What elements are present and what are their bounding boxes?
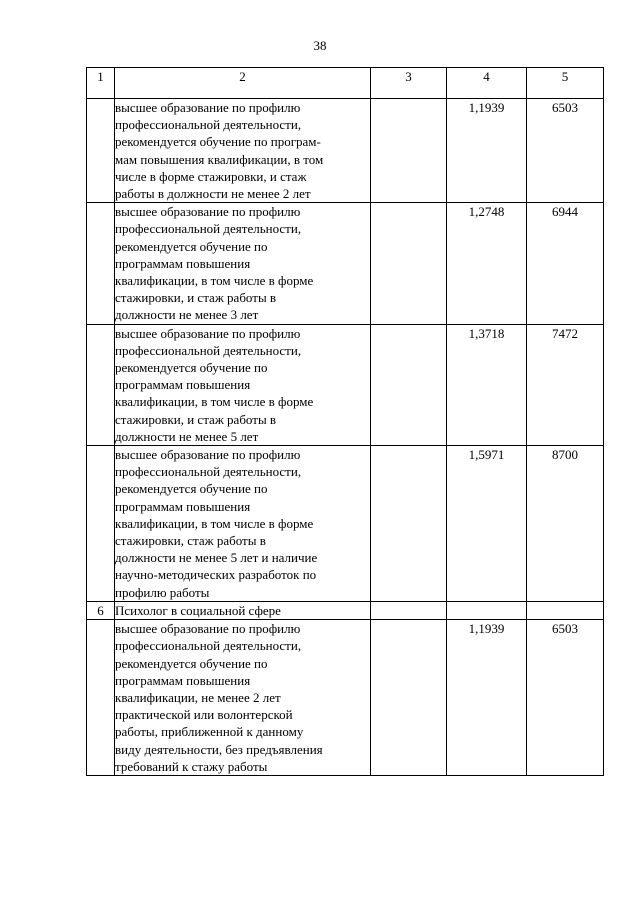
- requirement-text-line: Психолог в социальной сфере: [115, 602, 281, 618]
- header-col-3: 3: [371, 68, 447, 99]
- requirement-text-line: высшее образование по профилю: [115, 447, 301, 463]
- salary-cell: [527, 601, 604, 619]
- requirement-text-line: виду деятельности, без предъявления: [115, 741, 323, 757]
- table-row: [87, 446, 604, 602]
- requirement-text-line: программам повышения: [115, 255, 251, 271]
- requirement-text-line: мам повышения квалификации, в том: [115, 151, 324, 167]
- header-col-5: 5: [527, 68, 604, 99]
- requirement-text-cell: [115, 601, 371, 619]
- requirement-text-line: высшее образование по профилю: [115, 100, 301, 115]
- requirement-text-line: работы в должности не менее 2 лет: [115, 186, 311, 202]
- header-col-4: 4: [447, 68, 527, 99]
- requirement-text-cell: [115, 446, 371, 602]
- row-number-cell: [87, 99, 115, 203]
- requirement-text-line: программам повышения: [115, 672, 251, 688]
- requirement-text-line: требований к стажу работы: [115, 758, 268, 774]
- row-number-cell: [87, 446, 115, 602]
- requirement-text-line: профилю работы: [115, 584, 210, 600]
- table-row: [87, 324, 604, 445]
- requirement-text-line: научно-методических разработок по: [115, 567, 317, 583]
- column-3-cell: [371, 324, 447, 445]
- salary-cell: 6944: [527, 203, 604, 324]
- requirement-text-line: должности не менее 5 лет и наличие: [115, 550, 318, 566]
- table-row: [87, 203, 604, 324]
- requirement-text-line: программам повышения: [115, 377, 251, 393]
- salary-cell: 6503: [527, 99, 604, 203]
- requirement-text-line: стажировки, и стаж работы в: [115, 290, 277, 306]
- table-row: [87, 620, 604, 776]
- requirement-text-line: рекомендуется обучение по: [115, 360, 268, 376]
- requirement-text-line: должности не менее 5 лет: [115, 428, 259, 444]
- requirement-text-line: стажировки, стаж работы в: [115, 533, 266, 549]
- column-3-cell: [371, 620, 447, 776]
- table-row: [87, 99, 604, 203]
- coefficient-cell: 1,1939: [447, 620, 527, 776]
- requirement-text-cell: [115, 620, 371, 776]
- requirement-text-line: высшее образование по профилю: [115, 621, 301, 637]
- requirements-table: [86, 67, 604, 776]
- column-3-cell: [371, 601, 447, 619]
- requirement-text-line: квалификации, в том числе в форме: [115, 273, 314, 289]
- coefficient-cell: 1,3718: [447, 324, 527, 445]
- requirement-text-line: стажировки, и стаж работы в: [115, 411, 277, 427]
- column-3-cell: [371, 203, 447, 324]
- requirement-text-cell: [115, 324, 371, 445]
- requirement-text-line: высшее образование по профилю: [115, 325, 301, 341]
- table-body: [87, 99, 604, 776]
- row-number-cell: [87, 203, 115, 324]
- requirement-text-cell: [115, 99, 371, 203]
- coefficient-cell: [447, 601, 527, 619]
- page-number: 38: [313, 38, 327, 53]
- requirement-text-line: профессиональной деятельности,: [115, 221, 302, 237]
- requirement-text-line: квалификации, не менее 2 лет: [115, 689, 281, 705]
- salary-cell: 7472: [527, 324, 604, 445]
- requirement-text-line: программам повышения: [115, 498, 251, 514]
- column-3-cell: [371, 446, 447, 602]
- requirement-text-line: числе в форме стажировки, и стаж: [115, 168, 307, 184]
- requirement-text-line: квалификации, в том числе в форме: [115, 515, 314, 531]
- salary-cell: 8700: [527, 446, 604, 602]
- salary-cell: 6503: [527, 620, 604, 776]
- requirement-text-line: высшее образование по профилю: [115, 204, 301, 220]
- requirement-text-line: квалификации, в том числе в форме: [115, 394, 314, 410]
- requirement-text-line: рекомендуется обучение по: [115, 481, 268, 497]
- requirement-text-line: рекомендуется обучение по: [115, 655, 268, 671]
- requirement-text-line: практической или волонтерской: [115, 707, 293, 723]
- requirement-text-line: профессиональной деятельности,: [115, 117, 302, 133]
- header-col-2: 2: [115, 68, 371, 99]
- table-row: [87, 601, 604, 619]
- requirement-text-line: рекомендуется обучение по програм-: [115, 134, 321, 150]
- requirement-text-line: работы, приближенной к данному: [115, 724, 304, 740]
- header-col-1: 1: [87, 68, 115, 99]
- requirement-text-line: профессиональной деятельности,: [115, 638, 302, 654]
- row-number-cell: [87, 620, 115, 776]
- requirement-text-cell: [115, 203, 371, 324]
- requirement-text-line: профессиональной деятельности,: [115, 342, 302, 358]
- row-number-cell: [87, 324, 115, 445]
- row-number-cell: 6: [87, 601, 115, 619]
- requirement-text-line: рекомендуется обучение по: [115, 238, 268, 254]
- column-3-cell: [371, 99, 447, 203]
- coefficient-cell: 1,5971: [447, 446, 527, 602]
- coefficient-cell: 1,1939: [447, 99, 527, 203]
- requirement-text-line: должности не менее 3 лет: [115, 307, 259, 323]
- table-header-row: [87, 68, 604, 99]
- requirement-text-line: профессиональной деятельности,: [115, 464, 302, 480]
- coefficient-cell: 1,2748: [447, 203, 527, 324]
